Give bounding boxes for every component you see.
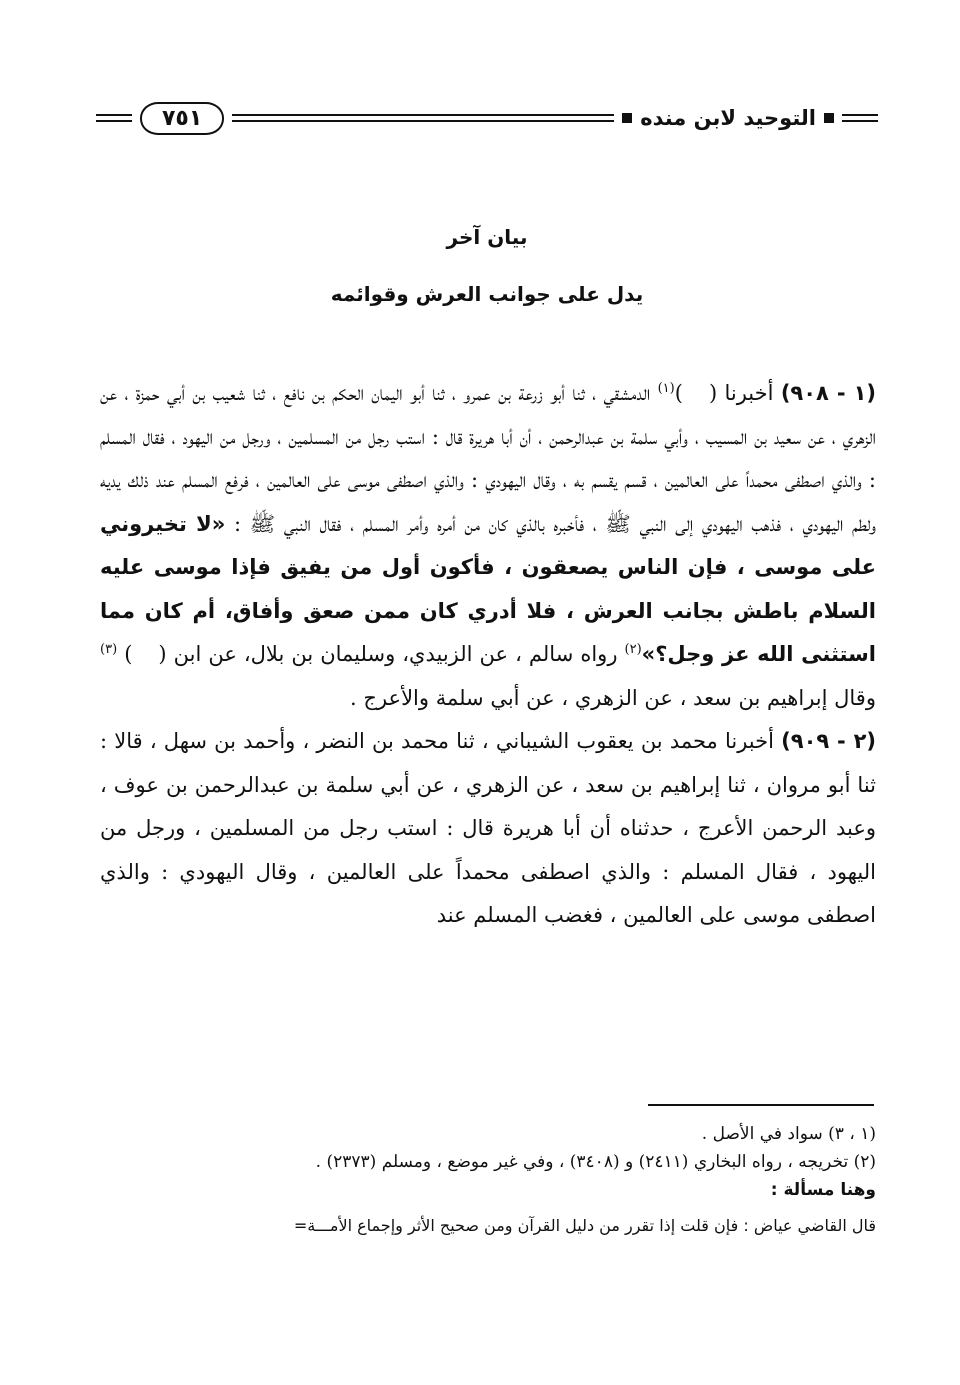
text-segment: أخبرنا محمد بن يعقوب الشيباني ، ثنا محمد بن النضر ، وأحمد بن سهل ، قالا : ثنا أبو مروان ، ثنا إبراهيم بن سعد ، عن الزهري ، عن أبي سلمة بن عبدالرحمن بن عوف ، وعبد الرحمن الأعرج ، حدثناه أن أبا هريرة قال : استب رجل من المسلمين ، ورجل من اليهود ، فقال المسلم : والذي اصطفى محمداً على العالمين ، وقال اليهودي : والذي اصطفى موسى على العالمين ، فغضب المسلم عند xyxy=(100,729,876,927)
footnote-2: (٢) تخريجه ، رواه البخاري (٢٤١١) و (٣٤٠٨) ، وفي غير موضع ، ومسلم (٢٣٧٣) . xyxy=(315,1152,876,1172)
footnote-continuation: قال القاضي عياض : فإن قلت إذا تقرر من دليل القرآن ومن صحيح الأثر وإجماع الأمـــة= xyxy=(293,1216,876,1235)
footnote-ref: (١) xyxy=(657,381,675,396)
hadith-number: (١ - ٩٠٨) xyxy=(780,381,876,405)
header-title-group xyxy=(614,106,842,130)
footnote-note-heading: وهنا مسألة : xyxy=(770,1180,876,1200)
header-rule-left xyxy=(96,114,132,122)
text-segment: الدمشقي ، ثنا أبو زرعة بن عمرو ، ثنا أبو اليمان الحكم بن نافع ، ثنا شعيب بن أبي حمزة ، عن الزهري ، عن سعيد بن المسيب ، وأبي سلمة بن عبدالرحمن ، أن أبا هريرة قال : استب رجل من المسلمين ، ورجل من اليهود ، فقال المسلم : والذي اصطفى محمداً على العالمين ، قسم يقسم به ، وقال اليهودي : والذي اصطفى موسى على العالمين ، فرفع المسلم عند ذلك يديه ولطم اليهودي ، فذهب اليهودي إلى النبي ﷺ ، فأخبره بالذي كان من أمره وأمر المسلم ، فقال النبي ﷺ : xyxy=(100,381,877,536)
footnotes xyxy=(100,1120,876,1240)
hadith-number: (٢ - ٩٠٩) xyxy=(781,729,876,753)
header-rule-middle xyxy=(232,114,614,122)
footnote-ref: (٢) xyxy=(624,642,642,657)
hadith-quote: «لا تخيروني على موسى ، فإن الناس يصعقون ، فأكون أول من يفيق فإذا موسى عليه السلام باطش بجانب العرش ، فلا أدري كان ممن صعق وأفاق، أم كان مما استثنى الله عز وجل؟» xyxy=(100,511,876,666)
hadith-paragraph-2 xyxy=(100,720,876,938)
book-title: التوحيد لابن منده xyxy=(640,106,816,130)
footnote-1: (١ ، ٣) سواد في الأصل . xyxy=(701,1124,876,1144)
footnote-ref: (٣) xyxy=(100,642,118,657)
text-segment: ) xyxy=(124,642,133,666)
chapter-subheading: يدل على جوانب العرش وقوائمه xyxy=(330,282,644,306)
text-segment: رواه سالم ، عن الزبيدي، وسليمان بن بلال، عن ابن ( xyxy=(158,642,625,666)
text-segment: وقال إبراهيم بن سعد ، عن الزهري ، عن أبي سلمة والأعرج . xyxy=(350,685,876,710)
main-text xyxy=(100,372,876,938)
footnote-separator xyxy=(648,1104,874,1106)
square-ornament-icon xyxy=(622,113,632,123)
text-segment: ) xyxy=(674,381,683,405)
page-number: ٧٥١ xyxy=(140,102,224,135)
running-header xyxy=(96,98,878,138)
chapter-heading: بيان آخر xyxy=(446,225,528,249)
square-ornament-icon xyxy=(824,113,834,123)
hadith-paragraph-1 xyxy=(100,372,876,720)
header-rule-right xyxy=(842,114,878,122)
text-segment: أخبرنا ( xyxy=(708,381,781,405)
